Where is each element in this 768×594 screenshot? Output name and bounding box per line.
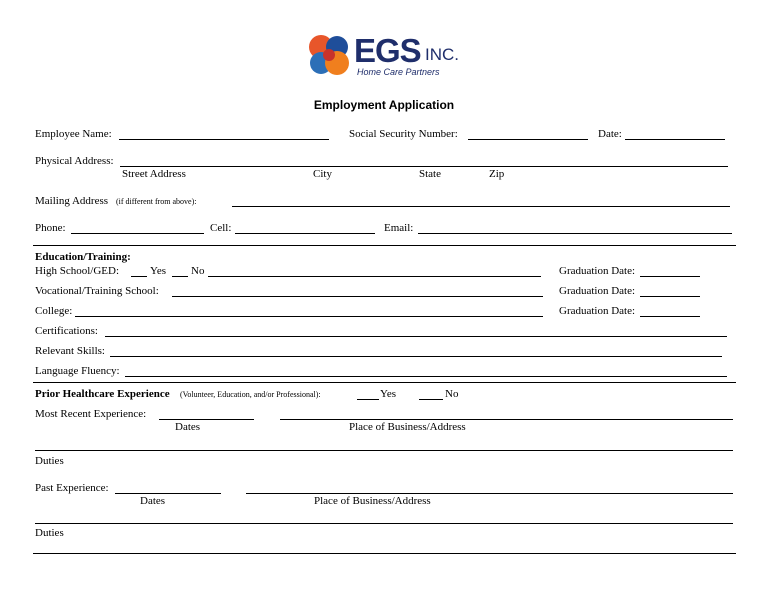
experience-heading: Prior Healthcare Experience <box>35 388 170 400</box>
high-school-name-field[interactable] <box>208 276 541 277</box>
high-school-label: High School/GED: <box>35 265 120 277</box>
high-school-no-field[interactable] <box>172 276 188 277</box>
ssn-field[interactable] <box>468 139 588 140</box>
section-divider <box>33 382 736 383</box>
cell-label: Cell: <box>210 222 232 234</box>
high-school-yes-field[interactable] <box>131 276 147 277</box>
email-field[interactable] <box>418 233 732 234</box>
employee-name-field[interactable] <box>119 139 329 140</box>
physical-address-label: Physical Address: <box>35 155 114 167</box>
experience-yes-field[interactable] <box>357 399 379 400</box>
high-school-graduation-date-field[interactable] <box>640 276 700 277</box>
graduation-date-label: Graduation Date: <box>559 305 636 317</box>
mailing-address-label: Mailing Address <box>35 195 109 207</box>
language-fluency-label: Language Fluency: <box>35 365 120 377</box>
college-field[interactable] <box>75 316 543 317</box>
past-experience-label: Past Experience: <box>35 482 109 494</box>
city-caption: City <box>313 168 332 180</box>
most-recent-experience-label: Most Recent Experience: <box>35 408 147 420</box>
place-caption: Place of Business/Address <box>349 421 466 433</box>
mailing-address-field[interactable] <box>232 206 730 207</box>
high-school-no-label: No <box>191 265 205 277</box>
phone-field[interactable] <box>71 233 204 234</box>
logo-suffix: INC. <box>425 45 459 64</box>
certifications-label: Certifications: <box>35 325 98 337</box>
graduation-date-label: Graduation Date: <box>559 285 636 297</box>
logo-tagline: Home Care Partners <box>357 67 440 77</box>
language-fluency-field[interactable] <box>125 376 727 377</box>
most-recent-dates-field[interactable] <box>159 419 254 420</box>
most-recent-duties-field[interactable] <box>35 450 733 451</box>
past-duties-field[interactable] <box>35 523 733 524</box>
education-heading: Education/Training: <box>35 251 131 263</box>
dates-caption: Dates <box>175 421 201 433</box>
graduation-date-label: Graduation Date: <box>559 265 636 277</box>
state-caption: State <box>419 168 441 180</box>
college-graduation-date-field[interactable] <box>640 316 700 317</box>
zip-caption: Zip <box>489 168 505 180</box>
page-title: Employment Application <box>313 98 455 112</box>
high-school-yes-label: Yes <box>150 265 167 277</box>
egs-puzzle-logo-icon <box>307 33 351 77</box>
cell-field[interactable] <box>235 233 375 234</box>
vocational-school-field[interactable] <box>172 296 543 297</box>
duties-caption: Duties <box>35 455 64 467</box>
most-recent-place-field[interactable] <box>280 419 733 420</box>
certifications-field[interactable] <box>105 336 727 337</box>
place-caption: Place of Business/Address <box>314 495 431 507</box>
duties-caption: Duties <box>35 527 64 539</box>
ssn-label: Social Security Number: <box>349 128 458 140</box>
date-field[interactable] <box>625 139 725 140</box>
experience-no-field[interactable] <box>419 399 443 400</box>
relevant-skills-field[interactable] <box>110 356 722 357</box>
mailing-address-note: (if different from above): <box>116 197 197 206</box>
college-label: College: <box>35 305 73 317</box>
physical-address-field[interactable] <box>120 166 728 167</box>
dates-caption: Dates <box>140 495 166 507</box>
employee-name-label: Employee Name: <box>35 128 112 140</box>
experience-no-label: No <box>445 388 459 400</box>
phone-label: Phone: <box>35 222 66 234</box>
experience-note: (Volunteer, Education, and/or Professional): <box>180 390 321 399</box>
vocational-graduation-date-field[interactable] <box>640 296 700 297</box>
logo-brand: EGS <box>354 32 421 69</box>
relevant-skills-label: Relevant Skills: <box>35 345 105 357</box>
date-label: Date: <box>598 128 622 140</box>
experience-yes-label: Yes <box>380 388 397 400</box>
past-dates-field[interactable] <box>115 493 221 494</box>
vocational-school-label: Vocational/Training School: <box>35 285 159 297</box>
section-divider <box>33 553 736 554</box>
past-place-field[interactable] <box>246 493 733 494</box>
email-label: Email: <box>384 222 414 234</box>
section-divider <box>33 245 736 246</box>
street-address-caption: Street Address <box>122 168 186 180</box>
